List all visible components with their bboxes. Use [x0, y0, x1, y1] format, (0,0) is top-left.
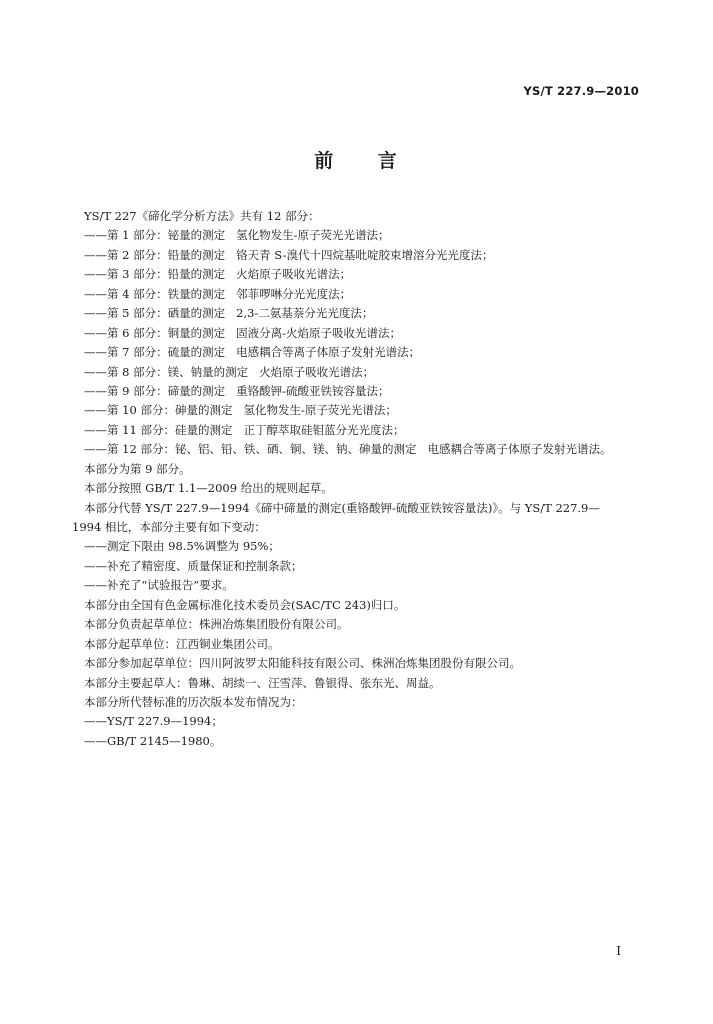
part-item — [84, 421, 644, 440]
part-method: 重铬酸钾-硫酸亚铁铵容量法； — [236, 383, 390, 398]
part-method: 氢化物发生-原子荧光光谱法； — [243, 403, 397, 418]
part-label: ——第 7 部分：硫量的测定 — [84, 345, 226, 360]
part-method: 火焰原子吸收光谱法； — [236, 267, 352, 282]
history-item: ——YS/T 227.9—1994； — [84, 714, 223, 729]
statement-line: 本部分主要起草人：鲁琳、胡续一、汪雪萍、鲁银得、张东光、周益。 — [84, 675, 441, 690]
statement-line: 本部分负责起草单位：株洲冶炼集团股份有限公司。 — [84, 617, 349, 632]
part-item — [84, 343, 644, 362]
change-item: ——补充了“试验报告”要求。 — [84, 578, 234, 593]
part-item — [84, 440, 644, 459]
part-item — [84, 246, 644, 265]
part-label: ——第 11 部分：硅量的测定 — [84, 422, 233, 437]
replaces-statement-line1: 本部分代替 YS/T 227.9—1994《碲中碲量的测定(重铬酸钾-硫酸亚铁铵容量法)》。与 YS/T 227.9— — [84, 500, 600, 515]
statement-line: 本部分由全国有色金属标准化技术委员会(SAC/TC 243)归口。 — [84, 597, 406, 612]
part-label: ——第 4 部分：铁量的测定 — [84, 286, 226, 301]
part-label: ——第 1 部分：铋量的测定 — [84, 228, 226, 243]
this-part-statement: 本部分为第 9 部分。 — [84, 461, 191, 476]
part-label: ——第 9 部分：碲量的测定 — [84, 383, 226, 398]
statement-line: 本部分所代替标准的历次版本发布情况为： — [84, 694, 303, 709]
part-label: ——第 8 部分：镁、钠量的测定 — [84, 364, 249, 379]
history-item: ——GB/T 2145—1980。 — [84, 733, 222, 748]
part-item — [84, 265, 644, 284]
part-label: ——第 10 部分：砷量的测定 — [84, 403, 233, 418]
part-method: 正丁醇萃取硅钼蓝分光光度法； — [243, 422, 405, 437]
part-label: ——第 3 部分：铅量的测定 — [84, 267, 226, 282]
part-method: 2,3-二氨基萘分光光度法； — [236, 306, 374, 321]
intro-line: YS/T 227《碲化学分析方法》共有 12 部分： — [84, 209, 320, 223]
part-item — [84, 285, 644, 304]
part-label: ——第 2 部分：铅量的测定 — [84, 247, 226, 262]
statement-line: 本部分参加起草单位：四川阿波罗太阳能科技有限公司、株洲冶炼集团股份有限公司。 — [84, 656, 521, 671]
part-item — [84, 382, 644, 401]
part-method: 火焰原子吸收光谱法； — [259, 364, 375, 379]
part-method: 电感耦合等离子体原子发射光谱法； — [236, 345, 421, 360]
part-method: 电感耦合等离子体原子发射光谱法。 — [427, 442, 612, 457]
drafting-rule-statement: 本部分按照 GB/T 1.1—2009 给出的规则起草。 — [84, 481, 333, 496]
part-item — [84, 363, 644, 382]
statement-line: 本部分起草单位：江西铜业集团公司。 — [84, 636, 280, 651]
part-label: ——第 5 部分：硒量的测定 — [84, 306, 226, 321]
part-method: 氢化物发生-原子荧光光谱法； — [236, 228, 390, 243]
change-item: ——测定下限由 98.5%调整为 95%； — [84, 539, 280, 554]
standard-code: YS/T 227.9—2010 — [523, 84, 639, 98]
part-item — [84, 401, 644, 420]
page-title: 前 言 — [314, 150, 399, 172]
part-method: 铬天青 S-溴代十四烷基吡啶胶束增溶分光光度法； — [236, 247, 494, 262]
replaces-statement-line2: 1994 相比，本部分主要有如下变动： — [72, 520, 266, 534]
change-item: ——补充了精密度、质量保证和控制条款； — [84, 558, 303, 573]
part-item — [84, 226, 644, 245]
part-item — [84, 324, 644, 343]
part-label: ——第 6 部分：铜量的测定 — [84, 325, 226, 340]
part-method: 邻菲啰啉分光光度法； — [236, 286, 352, 301]
part-method: 固液分离-火焰原子吸收光谱法； — [236, 325, 402, 340]
foreword-body — [72, 207, 644, 751]
part-item — [84, 304, 644, 323]
part-label: ——第 12 部分：铋、铝、铅、铁、硒、铜、镁、钠、砷量的测定 — [84, 442, 417, 457]
page-number: I — [616, 944, 621, 958]
